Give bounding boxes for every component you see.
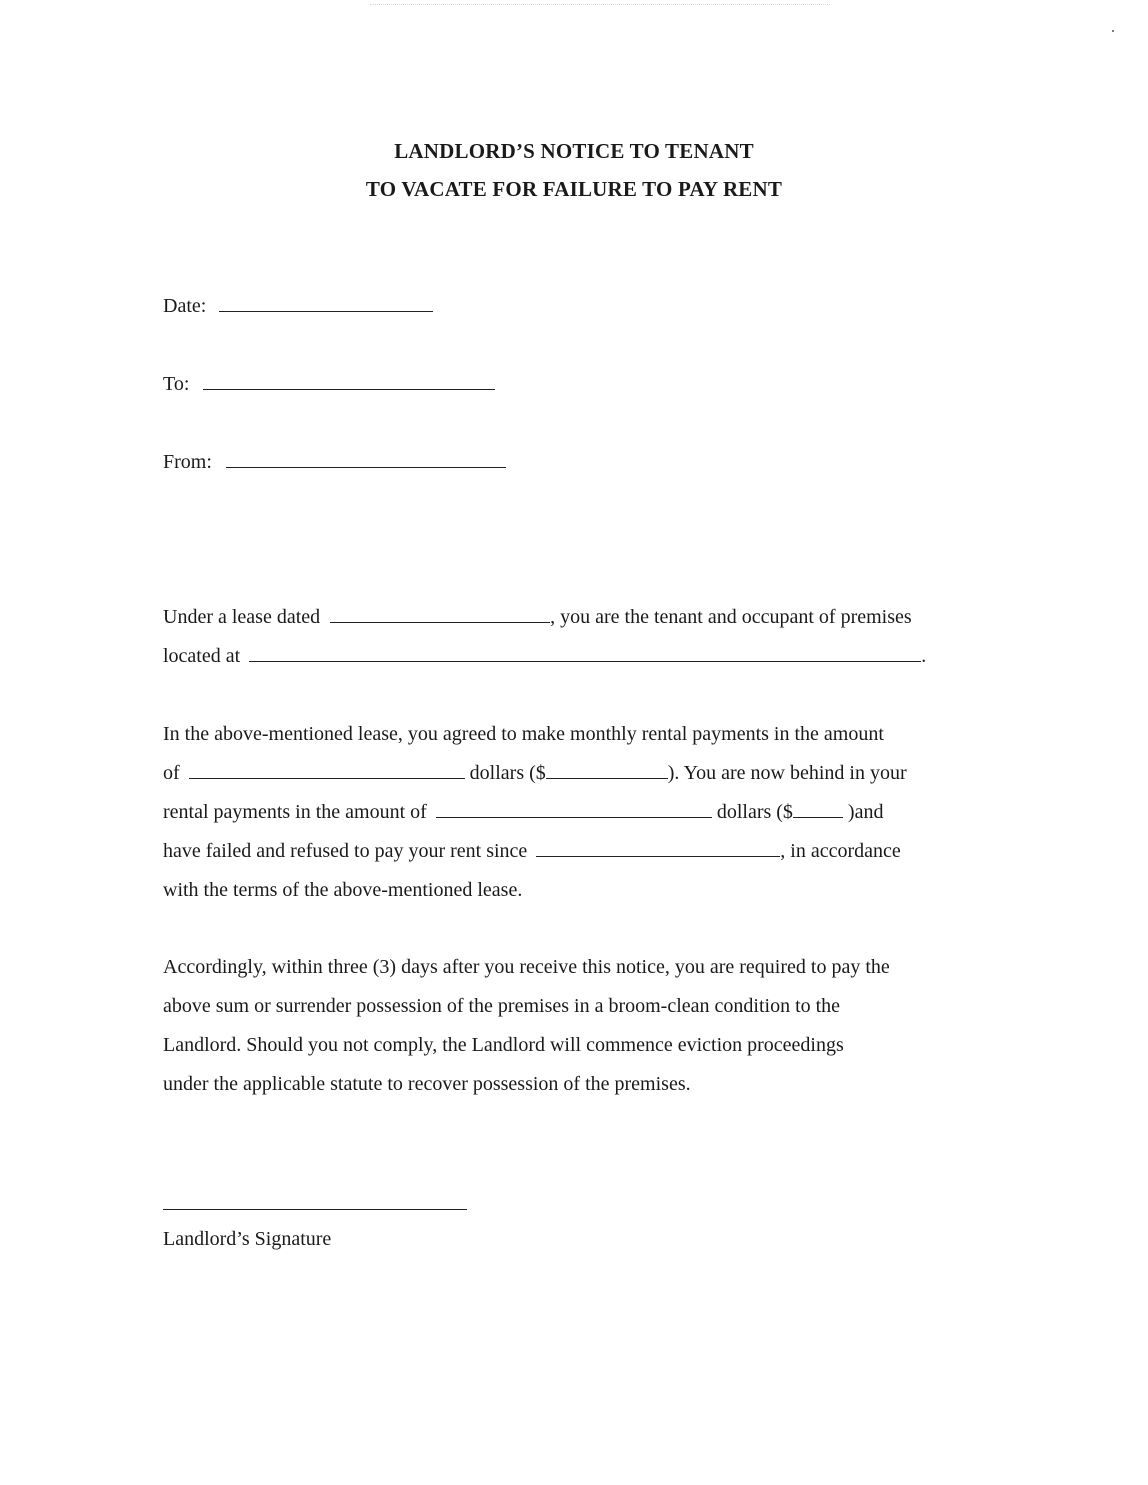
to-field-row [163,372,495,396]
signature-label: Landlord’s Signature [163,1228,332,1250]
unpaid-since-blank[interactable] [536,840,780,857]
to-label: To: [163,373,190,395]
dollars-text-2: dollars ($ [716,801,793,823]
in-accordance-text: , in accordance [780,840,901,862]
overdue-amount-blank[interactable] [793,801,843,818]
period-text: . [921,645,927,667]
behind-text: ). You are now behind in your [667,762,907,784]
date-blank[interactable] [219,295,433,312]
paragraph3-line1: Accordingly, within three (3) days after you receive this notice, you are required to pay the [163,956,890,978]
scan-artifact-dot [1112,30,1114,32]
of-text: of [163,762,180,784]
lease-date-blank[interactable] [330,606,550,623]
monthly-rent-amount-blank[interactable] [546,762,668,779]
overdue-words-blank[interactable] [436,801,712,818]
from-label: From: [163,451,212,473]
paragraph2-line3 [163,800,883,824]
signature-line[interactable] [163,1209,467,1210]
from-field-row [163,450,506,474]
paragraph2-line1: In the above-mentioned lease, you agreed to make monthly rental payments in the amount [163,723,884,745]
tenant-occupant-text: , you are the tenant and occupant of premises [550,606,912,628]
from-blank[interactable] [226,451,506,468]
premises-address-blank[interactable] [249,645,921,662]
title-line-2: TO VACATE FOR FAILURE TO PAY RENT [365,177,783,201]
lease-dated-text: Under a lease dated [163,606,321,628]
rental-payments-text: rental payments in the amount of [163,801,427,823]
paragraph3-line4: under the applicable statute to recover possession of the premises. [163,1073,691,1095]
title-line-1: LANDLORD’S NOTICE TO TENANT [394,139,754,163]
date-field-row [163,294,433,318]
monthly-rent-words-blank[interactable] [189,762,465,779]
paragraph2-line4 [163,839,901,863]
scan-artifact [370,4,830,5]
and-text: )and [847,801,884,823]
failed-refused-text: have failed and refused to pay your rent since [163,840,528,862]
paragraph3-line2: above sum or surrender possession of the premises in a broom-clean condition to the [163,995,841,1017]
paragraph2-line5: with the terms of the above-mentioned lease. [163,879,523,901]
to-blank[interactable] [203,373,495,390]
located-at-text: located at [163,645,241,667]
paragraph1-line2 [163,644,926,668]
paragraph3-line3: Landlord. Should you not comply, the Landlord will commence eviction proceedings [163,1034,844,1056]
paragraph2-line2 [163,761,907,785]
paragraph1-line1 [163,605,912,629]
date-label: Date: [163,295,207,317]
dollars-text-1: dollars ($ [469,762,546,784]
